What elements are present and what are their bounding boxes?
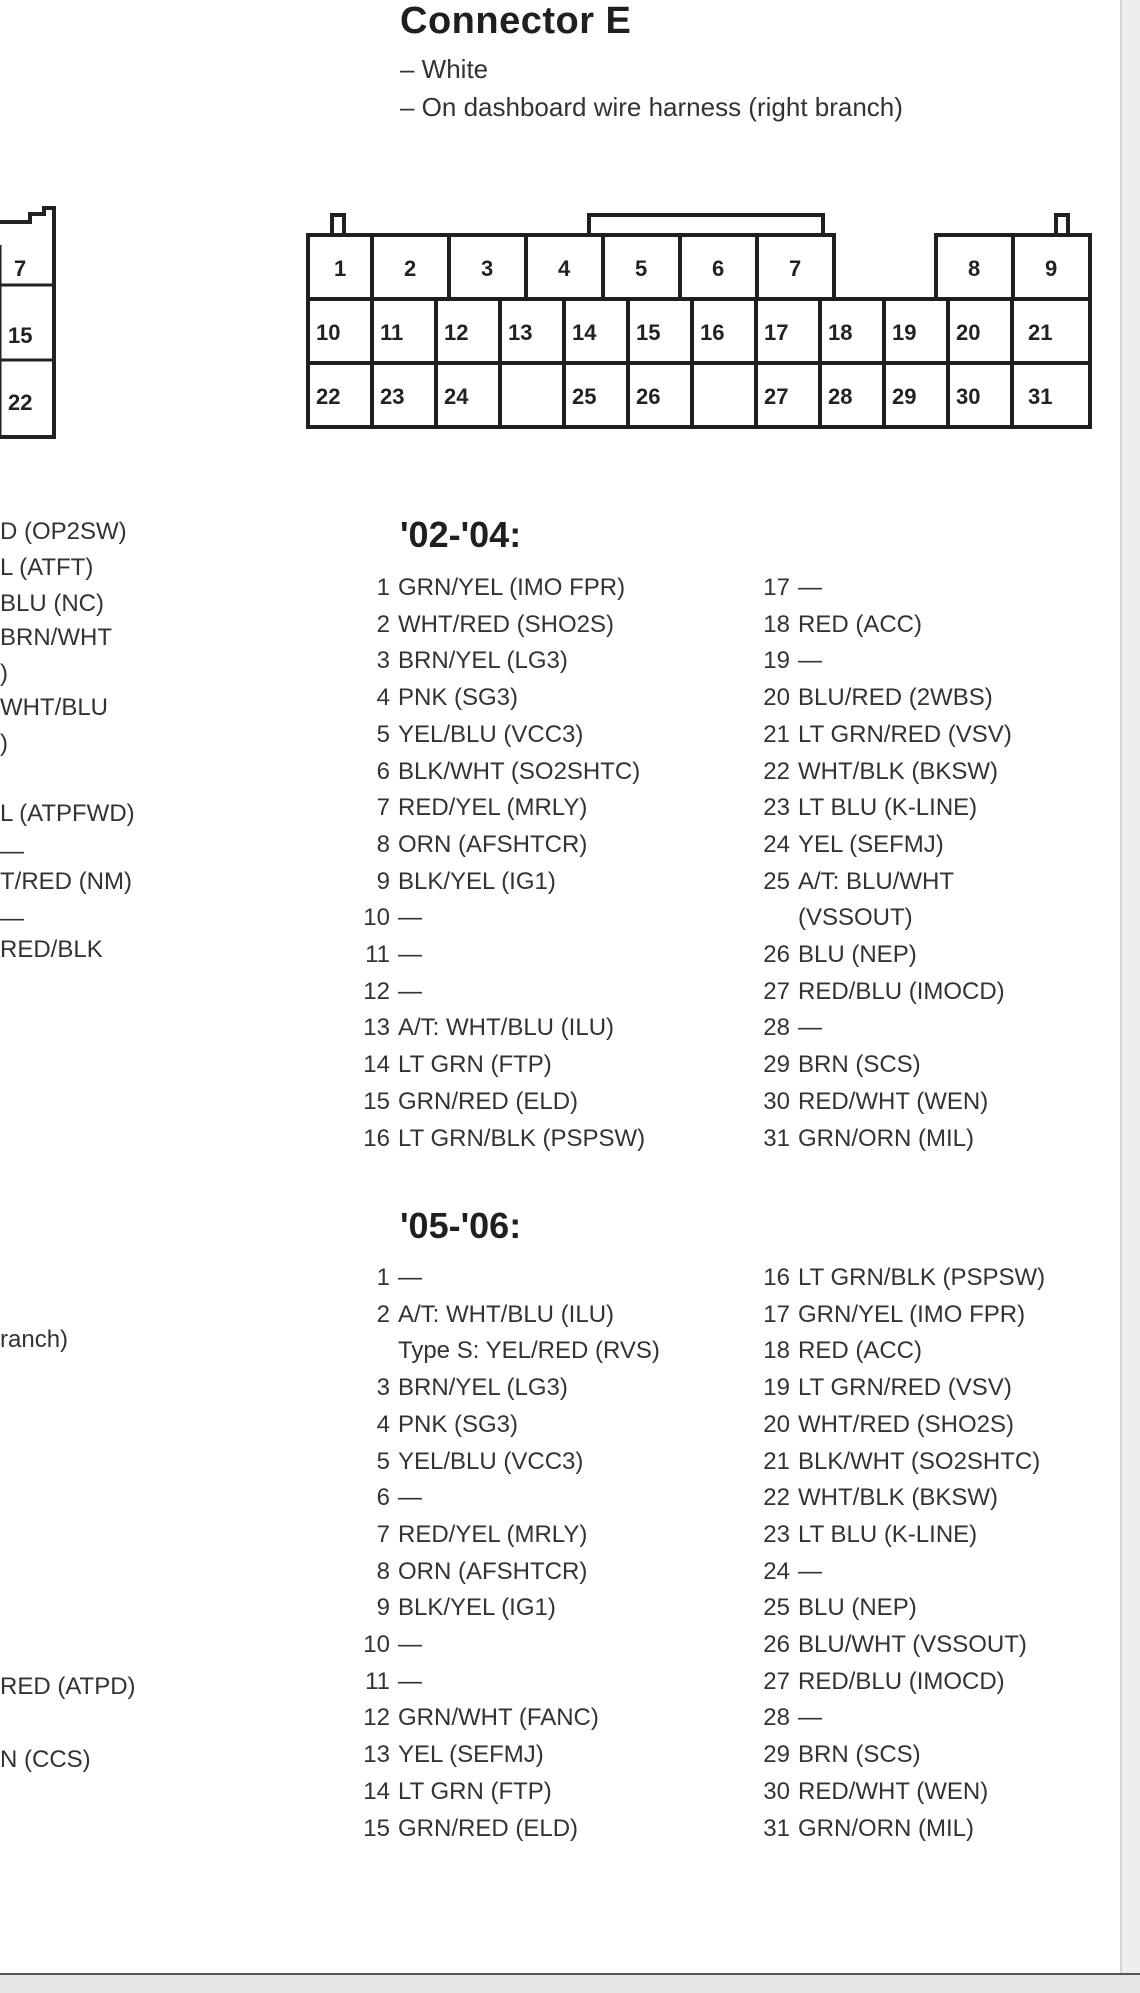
pin-label: 11 xyxy=(380,320,404,345)
pin-number: 26 xyxy=(763,1631,790,1659)
pin-number: 31 xyxy=(763,1814,790,1842)
pin-row xyxy=(752,1700,1045,1737)
wire-description: LT BLU (K-LINE) xyxy=(798,1520,978,1548)
pin-number: 2 xyxy=(376,610,390,638)
pin-row xyxy=(752,1774,1045,1811)
pin-row xyxy=(352,680,645,717)
pin-number: 19 xyxy=(763,647,790,675)
pin-row xyxy=(752,1297,1045,1334)
pin-number: 8 xyxy=(376,830,390,858)
pin-number: 26 xyxy=(763,941,790,969)
pin-number: 20 xyxy=(763,684,790,712)
pin-label: 30 xyxy=(956,384,981,409)
wire-description: BRN (SCS) xyxy=(798,1051,921,1079)
wire-description: BLK/YEL (IG1) xyxy=(398,1594,556,1622)
pin-label: 13 xyxy=(508,320,533,345)
left-fragment-text: ranch) xyxy=(0,1326,69,1353)
pin-row xyxy=(752,1010,1012,1047)
left-fragment-text: ) xyxy=(0,660,8,687)
wire-description: A/T: WHT/BLU (ILU) xyxy=(398,1014,615,1042)
pin-number: 6 xyxy=(376,757,390,785)
wire-description: Type S: YEL/RED (RVS) xyxy=(398,1337,660,1365)
pin-number: 1 xyxy=(376,1264,390,1291)
pin-row xyxy=(352,1700,660,1737)
pin-label: 12 xyxy=(444,320,469,345)
pin-label: 31 xyxy=(1028,384,1053,409)
pin-label: 19 xyxy=(892,320,917,345)
left-fragment-text: BRN/WHT xyxy=(0,624,112,651)
pin-row xyxy=(352,864,645,901)
pin-row xyxy=(352,1047,645,1084)
pin-row xyxy=(752,1260,1045,1297)
wire-description: LT GRN/RED (VSV) xyxy=(798,720,1012,748)
wire-description: LT GRN (FTP) xyxy=(398,1051,552,1079)
left-fragment-text: D (OP2SW) xyxy=(0,518,127,545)
left-fragment-text: L (ATFT) xyxy=(0,554,94,581)
pin-row xyxy=(752,643,1012,680)
pin-number: 9 xyxy=(376,1594,390,1622)
connector-color-note: – White xyxy=(400,54,489,84)
pin-row xyxy=(352,1333,660,1370)
wire-description: BLK/YEL (IG1) xyxy=(398,867,556,895)
pin-row xyxy=(352,1627,660,1664)
pin-row xyxy=(752,1517,1045,1554)
wire-description: — xyxy=(798,574,822,601)
pin-row xyxy=(352,1444,660,1481)
pin-row xyxy=(352,1370,660,1407)
pin-number: 16 xyxy=(763,1264,790,1291)
pin-label: 16 xyxy=(700,320,725,345)
pin-row xyxy=(752,680,1012,717)
pin-number: 6 xyxy=(376,1484,390,1512)
wire-description: PNK (SG3) xyxy=(398,684,519,712)
pin-row xyxy=(352,974,645,1011)
wire-description: RED/YEL (MRLY) xyxy=(398,1520,588,1548)
pin-row xyxy=(352,1121,645,1158)
pin-number: 9 xyxy=(376,867,390,895)
pin-row xyxy=(752,1590,1045,1627)
pin-number: 5 xyxy=(376,720,390,748)
pin-number: 13 xyxy=(363,1014,390,1042)
pin-number: 15 xyxy=(363,1087,390,1115)
pin-label: 17 xyxy=(764,320,789,345)
pin-row xyxy=(752,607,1012,644)
pin-number: 21 xyxy=(763,1447,790,1475)
pin-number: 1 xyxy=(376,574,390,601)
pinout-list-02-04-left xyxy=(352,570,645,1157)
pin-number: 21 xyxy=(763,720,790,748)
pin-row xyxy=(352,1480,660,1517)
pin-row xyxy=(752,1333,1045,1370)
pin-row xyxy=(352,790,645,827)
pin-label: 10 xyxy=(316,320,341,345)
wire-description: BRN/YEL (LG3) xyxy=(398,647,568,675)
wire-description: — xyxy=(398,1631,422,1659)
wire-description: YEL (SEFMJ) xyxy=(398,1741,544,1769)
pin-row xyxy=(352,827,645,864)
pin-row xyxy=(752,1664,1045,1701)
pin-number: 28 xyxy=(763,1704,790,1732)
pin-label: 27 xyxy=(764,384,789,409)
pin-row xyxy=(352,570,645,607)
pin-number: 31 xyxy=(763,1124,790,1152)
left-fragment-text: ) xyxy=(0,730,8,757)
page-edge-shade xyxy=(1120,0,1140,1991)
pin-row xyxy=(352,717,645,754)
pin-number: 17 xyxy=(763,1300,790,1328)
left-fragment-text: BLU (NC) xyxy=(0,590,105,617)
pin-label: 26 xyxy=(636,384,661,409)
pin-label: 20 xyxy=(956,320,981,345)
pin-row xyxy=(752,790,1012,827)
wire-description: RED/YEL (MRLY) xyxy=(398,794,588,822)
wire-description: — xyxy=(798,1557,822,1585)
pin-label: 2 xyxy=(404,256,417,281)
pin-row xyxy=(752,1407,1045,1444)
pin-row xyxy=(752,937,1012,974)
left-fragment-text: RED (ATPD) xyxy=(0,1673,136,1700)
pin-label: 21 xyxy=(1028,320,1053,345)
pin-row xyxy=(352,1297,660,1334)
pin-row xyxy=(752,717,1012,754)
wire-description: WHT/RED (SHO2S) xyxy=(798,1410,1014,1438)
pin-row xyxy=(752,1370,1045,1407)
wire-description: RED/WHT (WEN) xyxy=(798,1777,989,1805)
wire-description: — xyxy=(798,647,822,675)
pin-number: 22 xyxy=(763,1484,790,1512)
wire-description: GRN/ORN (MIL) xyxy=(798,1814,974,1842)
pin-row xyxy=(752,1627,1045,1664)
pin-row xyxy=(352,1260,660,1297)
bottom-edge-bar xyxy=(0,1973,1140,1993)
pin-number: 24 xyxy=(763,1557,790,1585)
pin-row xyxy=(752,1554,1045,1591)
pin-row xyxy=(752,827,1012,864)
wire-description: RED/BLU (IMOCD) xyxy=(798,1667,1005,1695)
pin-row xyxy=(352,1554,660,1591)
pin-number: 2 xyxy=(376,1300,390,1328)
pin-number: 8 xyxy=(376,1557,390,1585)
pin-number: 30 xyxy=(763,1777,790,1805)
pin-number: 14 xyxy=(363,1777,390,1805)
pin-row xyxy=(352,1774,660,1811)
pin-label: 7 xyxy=(789,256,802,281)
pin-number: 10 xyxy=(363,904,390,932)
wire-description: BLU/RED (2WBS) xyxy=(798,684,993,712)
wire-description: — xyxy=(398,977,422,1005)
pin-number: 15 xyxy=(363,1814,390,1842)
pin-row xyxy=(352,1407,660,1444)
wire-description: WHT/BLK (BKSW) xyxy=(798,757,999,785)
pin-number: 18 xyxy=(763,610,790,638)
pin-number: 23 xyxy=(763,1520,790,1548)
pin-label: 25 xyxy=(572,384,597,409)
pin-label: 9 xyxy=(1045,256,1058,281)
pin-label: 8 xyxy=(968,256,981,281)
pin-row xyxy=(352,1010,645,1047)
left-fragment-text: N (CCS) xyxy=(0,1746,91,1773)
wire-description: — xyxy=(398,1264,422,1291)
left-fragment-text: WHT/BLU xyxy=(0,694,108,721)
wire-description: BRN (SCS) xyxy=(798,1741,921,1769)
wire-description: LT BLU (K-LINE) xyxy=(798,794,978,822)
left-fragment-text: T/RED (NM) xyxy=(0,868,132,895)
pinout-list-02-04-right xyxy=(752,570,1012,1157)
pin-number: 29 xyxy=(763,1051,790,1079)
wire-description: BLU/WHT (VSSOUT) xyxy=(798,1631,1027,1659)
pin-number: 5 xyxy=(376,1447,390,1475)
connector-title: Connector E xyxy=(400,0,632,42)
pin-number: 18 xyxy=(763,1337,790,1365)
pin-label: 15 xyxy=(636,320,661,345)
pin-row xyxy=(752,1121,1012,1158)
wire-description: BLK/WHT (SO2SHTC) xyxy=(798,1447,1041,1475)
pin-label: 3 xyxy=(481,256,494,281)
wire-description: — xyxy=(398,1484,422,1512)
pin-row xyxy=(352,1737,660,1774)
connector-e-diagram xyxy=(306,205,1101,450)
wire-description: YEL/BLU (VCC3) xyxy=(398,1447,584,1475)
pin-label: 29 xyxy=(892,384,917,409)
pin-row xyxy=(752,864,1012,901)
pin-number: 7 xyxy=(376,1520,390,1548)
pin-row xyxy=(352,1084,645,1121)
pin-row xyxy=(352,900,645,937)
left-fragment-pin: 22 xyxy=(8,390,33,415)
wire-description: GRN/ORN (MIL) xyxy=(798,1124,974,1152)
wire-description: BLU (NEP) xyxy=(798,1594,917,1622)
wire-description: RED (ACC) xyxy=(798,1337,922,1365)
wire-description: YEL/BLU (VCC3) xyxy=(398,720,584,748)
left-fragment-text: L (ATPFWD) xyxy=(0,800,135,827)
pin-row xyxy=(752,974,1012,1011)
pin-row xyxy=(352,937,645,974)
wire-description: GRN/RED (ELD) xyxy=(398,1087,579,1115)
pin-row xyxy=(752,1084,1012,1121)
pin-number: 7 xyxy=(376,794,390,822)
wire-description: (VSSOUT) xyxy=(798,904,913,932)
pin-number: 22 xyxy=(763,757,790,785)
wire-description: GRN/WHT (FANC) xyxy=(398,1704,599,1732)
pin-number: 11 xyxy=(365,1667,390,1695)
pin-row xyxy=(352,1517,660,1554)
wire-description: — xyxy=(798,1014,822,1042)
pin-label: 1 xyxy=(334,256,347,281)
pin-number: 25 xyxy=(763,867,790,895)
pin-row xyxy=(352,607,645,644)
pin-label: 18 xyxy=(828,320,853,345)
wire-description: LT GRN (FTP) xyxy=(398,1777,552,1805)
pin-row xyxy=(352,754,645,791)
pin-row xyxy=(352,643,645,680)
pin-row xyxy=(752,1047,1012,1084)
wire-description: BRN/YEL (LG3) xyxy=(398,1374,568,1402)
pin-row xyxy=(752,1480,1045,1517)
pin-number: 28 xyxy=(763,1014,790,1042)
pin-number: 27 xyxy=(763,1667,790,1695)
pin-row xyxy=(752,754,1012,791)
pin-number: 13 xyxy=(363,1741,390,1769)
pin-label: 22 xyxy=(316,384,341,409)
pin-label: 5 xyxy=(635,256,648,281)
pin-row xyxy=(752,1444,1045,1481)
wire-description: WHT/BLK (BKSW) xyxy=(798,1484,999,1512)
wire-description: LT GRN/BLK (PSPSW) xyxy=(398,1124,646,1152)
pin-number: 19 xyxy=(763,1374,790,1402)
pin-number: 4 xyxy=(376,1410,390,1438)
left-fragment-pin: 15 xyxy=(8,323,33,348)
pin-number: 10 xyxy=(363,1631,390,1659)
pin-row xyxy=(352,1590,660,1627)
wire-description: — xyxy=(398,1667,422,1695)
pinout-list-05-06-right xyxy=(752,1260,1045,1847)
wire-description: ORN (AFSHTCR) xyxy=(398,1557,588,1585)
wire-description: LT GRN/RED (VSV) xyxy=(798,1374,1012,1402)
pin-label: 28 xyxy=(828,384,853,409)
pin-label: 24 xyxy=(444,384,469,409)
pin-row xyxy=(752,570,1012,607)
pin-number: 27 xyxy=(763,977,790,1005)
pin-number: 3 xyxy=(376,1374,390,1402)
wire-description: ORN (AFSHTCR) xyxy=(398,830,588,858)
pin-number: 12 xyxy=(363,1704,390,1732)
wire-description: — xyxy=(398,904,422,932)
pin-number: 24 xyxy=(763,830,790,858)
pin-number: 12 xyxy=(363,977,390,1005)
pin-number: 16 xyxy=(363,1124,390,1152)
left-fragment-pin: 7 xyxy=(14,256,27,281)
pin-row xyxy=(352,1664,660,1701)
wire-description: YEL (SEFMJ) xyxy=(798,830,944,858)
pin-row xyxy=(752,1811,1045,1848)
left-fragment-text: — xyxy=(0,905,24,932)
wire-description: A/T: BLU/WHT xyxy=(798,867,955,895)
pin-number: 30 xyxy=(763,1087,790,1115)
wire-description: WHT/RED (SHO2S) xyxy=(398,610,614,638)
left-fragment-text: — xyxy=(0,838,24,865)
connector-location-note: – On dashboard wire harness (right branch) xyxy=(400,92,903,122)
left-connector-fragment xyxy=(0,200,60,445)
pin-label: 4 xyxy=(558,256,571,281)
pin-number: 17 xyxy=(763,574,790,601)
wire-description: GRN/RED (ELD) xyxy=(398,1814,579,1842)
wire-description: GRN/YEL (IMO FPR) xyxy=(398,574,626,601)
wire-description: RED (ACC) xyxy=(798,610,922,638)
pin-row xyxy=(352,1811,660,1848)
wire-description: RED/WHT (WEN) xyxy=(798,1087,989,1115)
pin-number: 3 xyxy=(376,647,390,675)
wire-description: PNK (SG3) xyxy=(398,1410,519,1438)
pin-row xyxy=(752,1737,1045,1774)
wire-description: BLK/WHT (SO2SHTC) xyxy=(398,757,641,785)
pin-row xyxy=(752,900,1012,937)
pin-number: 25 xyxy=(763,1594,790,1622)
wire-description: — xyxy=(398,941,422,969)
pinout-list-05-06-left xyxy=(352,1260,660,1847)
pin-number: 20 xyxy=(763,1410,790,1438)
section-heading-05-06: '05-'06: xyxy=(400,1205,522,1246)
pin-label: 23 xyxy=(380,384,405,409)
wire-description: GRN/YEL (IMO FPR) xyxy=(798,1300,1026,1328)
pin-number: 29 xyxy=(763,1741,790,1769)
pin-number: 23 xyxy=(763,794,790,822)
pin-number: 14 xyxy=(363,1051,390,1079)
pin-label: 6 xyxy=(712,256,725,281)
pin-number: 4 xyxy=(376,684,390,712)
wire-description: RED/BLU (IMOCD) xyxy=(798,977,1005,1005)
pin-label: 14 xyxy=(572,320,597,345)
wire-description: A/T: WHT/BLU (ILU) xyxy=(398,1300,615,1328)
wire-description: BLU (NEP) xyxy=(798,941,917,969)
left-fragment-text: RED/BLK xyxy=(0,936,103,963)
wire-description: — xyxy=(798,1704,822,1732)
pin-number: 11 xyxy=(365,941,390,969)
section-heading-02-04: '02-'04: xyxy=(400,514,522,555)
wire-description: LT GRN/BLK (PSPSW) xyxy=(798,1264,1046,1291)
